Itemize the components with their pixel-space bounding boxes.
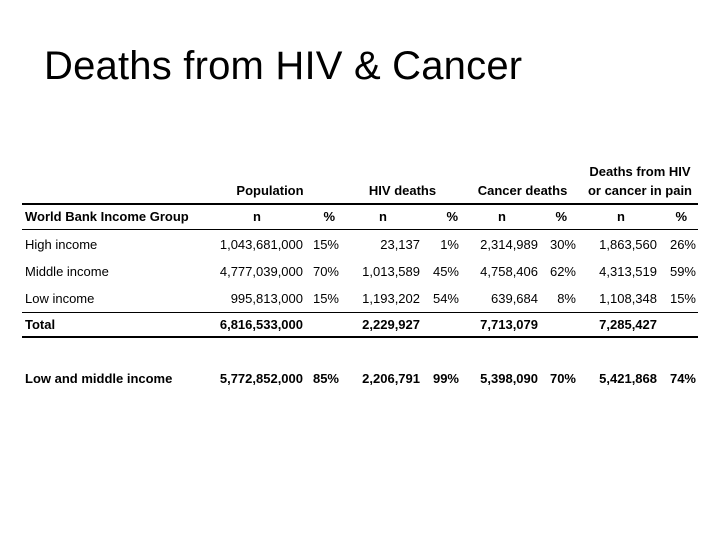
- lmi-cancer-pct: 70%: [549, 371, 576, 386]
- hiv-n-cell: 23,137: [380, 237, 420, 252]
- total-hiv-n: 2,229,927: [362, 317, 420, 332]
- group-header-hiv: HIV deaths: [368, 183, 437, 198]
- pain-n-cell: 4,313,519: [599, 264, 657, 279]
- hiv-n-cell: 1,193,202: [362, 291, 420, 306]
- hiv-pct-cell: 1%: [440, 237, 459, 252]
- total-label: Total: [25, 317, 56, 332]
- row-label: Low income: [25, 291, 95, 306]
- cancer-pct-cell: 30%: [549, 237, 576, 252]
- cancer-pct-cell: 62%: [549, 264, 576, 279]
- cancer-n-cell: 4,758,406: [480, 264, 538, 279]
- total-cancer-n: 7,713,079: [480, 317, 538, 332]
- column-header-cancer-n: n: [498, 209, 506, 224]
- column-header-cancer-pct: %: [555, 209, 567, 224]
- total-bottom-rule: [22, 336, 698, 338]
- lmi-population-n: 5,772,852,000: [219, 371, 303, 386]
- column-header-group: World Bank Income Group: [25, 209, 189, 224]
- lmi-pain-n: 5,421,868: [599, 371, 657, 386]
- cancer-pct-cell: 8%: [557, 291, 576, 306]
- lmi-hiv-n: 2,206,791: [362, 371, 420, 386]
- lmi-label: Low and middle income: [25, 371, 173, 386]
- pain-n-cell: 1,108,348: [599, 291, 657, 306]
- population-pct-cell: 70%: [312, 264, 339, 279]
- header-bottom-rule: [22, 229, 698, 230]
- cancer-n-cell: 2,314,989: [480, 237, 538, 252]
- lmi-pain-pct: 74%: [669, 371, 696, 386]
- hiv-pct-cell: 54%: [432, 291, 459, 306]
- slide-title: Deaths from HIV & Cancer: [44, 44, 523, 88]
- population-n-cell: 1,043,681,000: [219, 237, 303, 252]
- population-n-cell: 4,777,039,000: [219, 264, 303, 279]
- row-label: Middle income: [25, 264, 109, 279]
- column-header-hiv-n: n: [379, 209, 387, 224]
- lmi-population-pct: 85%: [312, 371, 339, 386]
- total-pain-n: 7,285,427: [599, 317, 657, 332]
- population-pct-cell: 15%: [312, 291, 339, 306]
- hiv-n-cell: 1,013,589: [362, 264, 420, 279]
- group-header-pain-line2: or cancer in pain: [587, 183, 693, 198]
- total-top-rule: [22, 312, 698, 313]
- pain-pct-cell: 15%: [669, 291, 696, 306]
- group-header-cancer: Cancer deaths: [477, 183, 568, 198]
- group-header-pain-line1: Deaths from HIV: [589, 164, 691, 179]
- header-top-rule: [22, 203, 698, 205]
- column-header-pain-n: n: [617, 209, 625, 224]
- group-header-population: Population: [236, 183, 304, 198]
- column-header-pop-pct: %: [323, 209, 335, 224]
- column-header-hiv-pct: %: [446, 209, 458, 224]
- pain-pct-cell: 59%: [669, 264, 696, 279]
- lmi-cancer-n: 5,398,090: [480, 371, 538, 386]
- total-population-n: 6,816,533,000: [219, 317, 303, 332]
- population-n-cell: 995,813,000: [230, 291, 303, 306]
- row-label: High income: [25, 237, 98, 252]
- column-header-pain-pct: %: [675, 209, 687, 224]
- column-header-pop-n: n: [253, 209, 261, 224]
- pain-n-cell: 1,863,560: [599, 237, 657, 252]
- hiv-pct-cell: 45%: [432, 264, 459, 279]
- lmi-hiv-pct: 99%: [432, 371, 459, 386]
- population-pct-cell: 15%: [312, 237, 339, 252]
- pain-pct-cell: 26%: [669, 237, 696, 252]
- cancer-n-cell: 639,684: [491, 291, 538, 306]
